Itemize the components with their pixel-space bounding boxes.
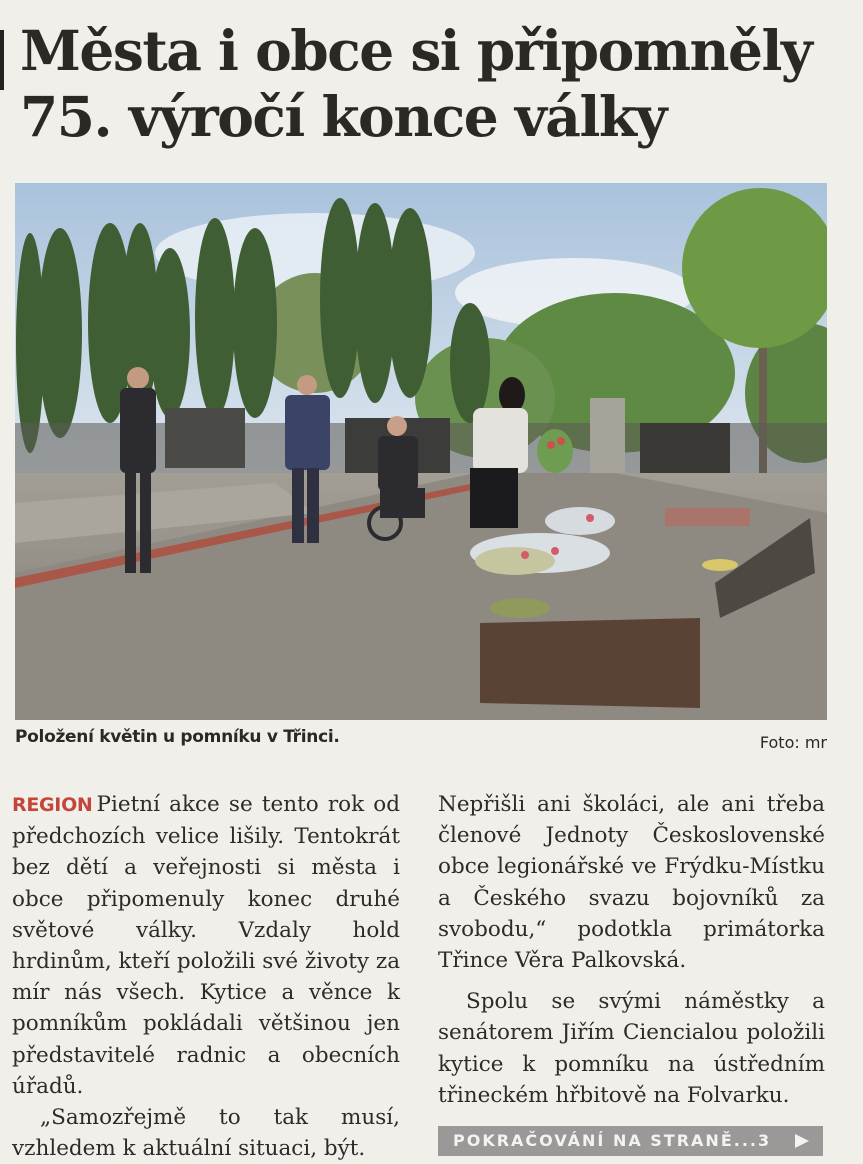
paragraph-1	[12, 789, 400, 1102]
headline-line-2: 75. výročí konce války	[20, 84, 666, 149]
paragraph-3: Nepřišli ani školáci, ale ani třeba členové Jednoty Československé obce legionářské ve Frýdku-Místku a Českého svazu bojovníků za svobodu,“ podotkla primátorka Třince Věra Palkovská.	[438, 792, 825, 974]
region-tag: REGION	[12, 794, 93, 816]
cemetery-photo-illustration	[15, 183, 827, 720]
article-column-left	[12, 789, 400, 1164]
play-arrow-icon	[795, 1134, 809, 1148]
article-photo	[15, 183, 827, 720]
photo-caption: Položení květin u pomníku v Třinci.	[15, 727, 340, 747]
paragraph-2: „Samozřejmě to tak musí, vzhledem k aktuální situaci, být.	[12, 1105, 400, 1162]
continue-on-page-bar[interactable]	[438, 1126, 823, 1156]
paragraph-1-text: Pietní akce se tento rok od předchozích velice lišily. Tentokrát bez dětí a veřejnosti si města i obce připomenuly konec druhé světové války. Vzdaly hold hrdinům, kteří položili své životy za mír nás všech. Kytice a věnce k pomníkům pokládali většinou jen představitelé radnic a obecních úřadů.	[12, 792, 401, 1099]
photo-credit: Foto: mr	[759, 733, 827, 752]
headline-line-1: Města i obce si připomněly	[20, 18, 812, 83]
paragraph-4: Spolu se svými náměstky a senátorem Jiřím Ciencialou položili kytice k pomníku na ústředním třineckém hřbitově na Folvarku.	[438, 989, 825, 1108]
headline	[20, 18, 850, 150]
photo-caption-row	[15, 727, 827, 753]
page-edge-mark	[0, 30, 4, 90]
continue-label: POKRAČOVÁNÍ NA STRANĚ...3	[453, 1131, 772, 1150]
article-column-right	[438, 789, 825, 1111]
